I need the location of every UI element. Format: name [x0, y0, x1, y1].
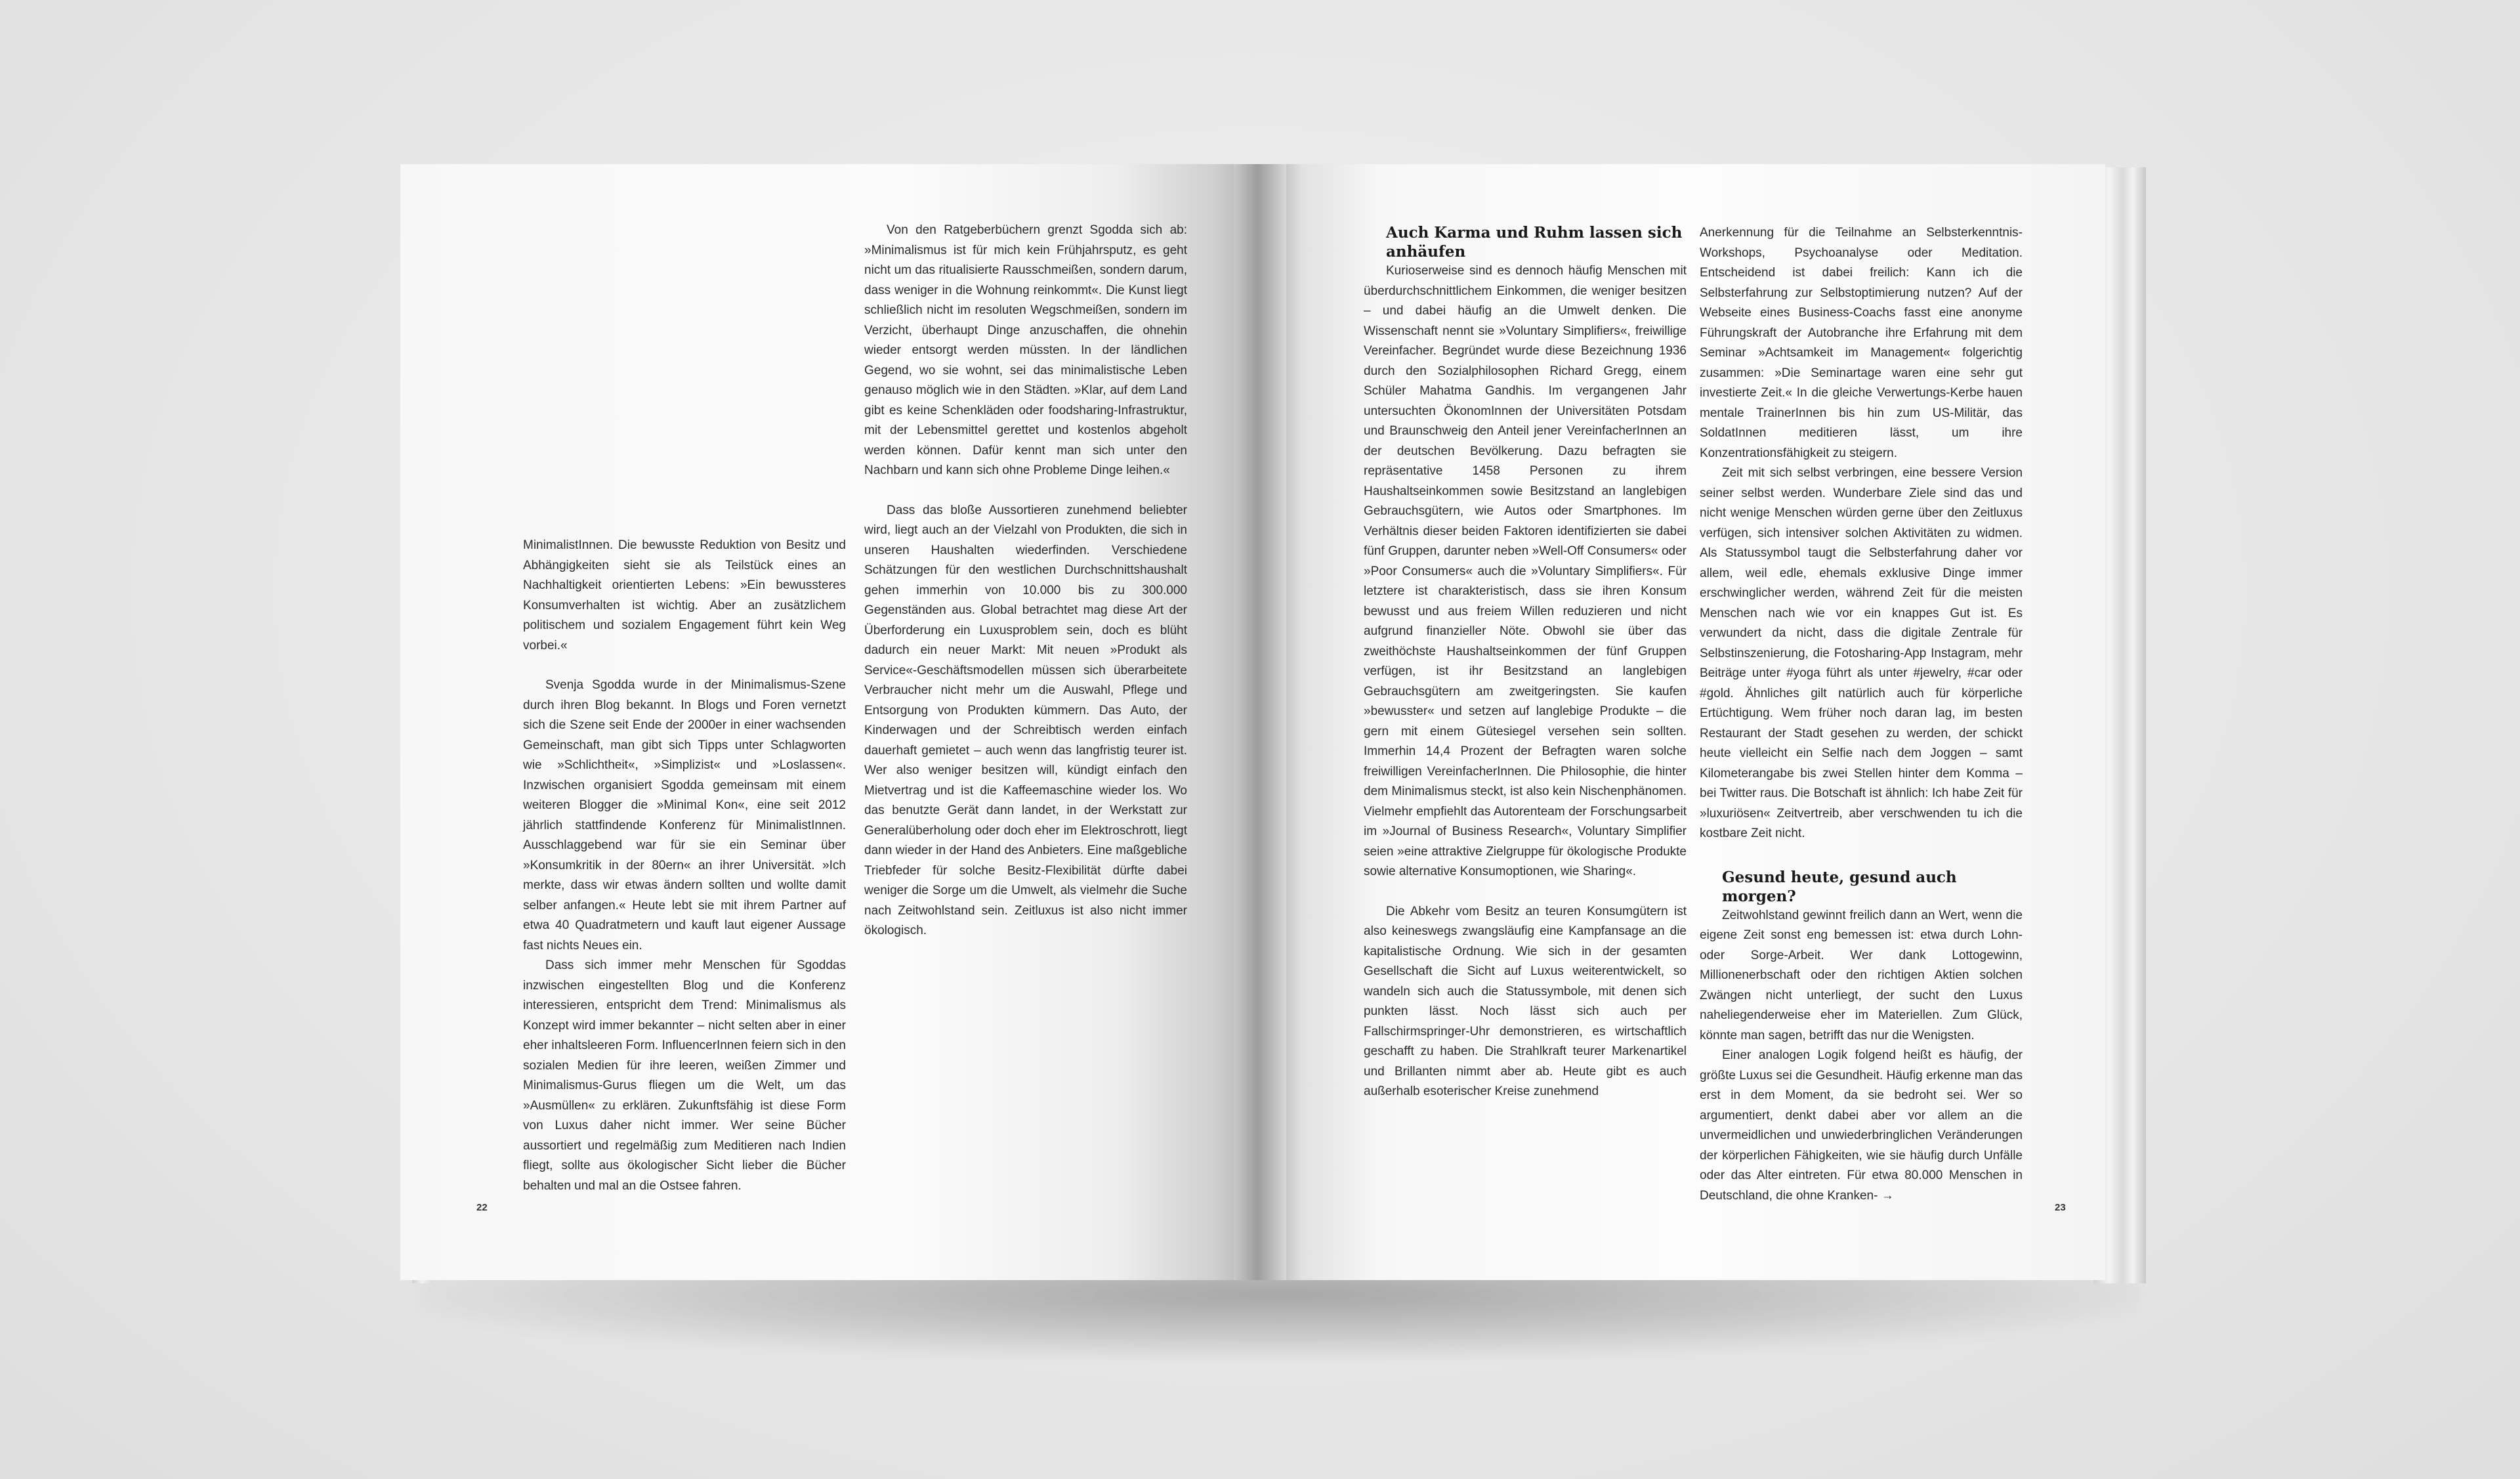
paragraph: MinimalistInnen. Die bewusste Reduktion von Besitz und Abhängigkeiten sieht sie als Teilstück eines an Nachhaltigkeit orientierten Lebens: »Ein bewussteres Konsumverhalten ist wichtig. Aber an zusätzlichem politischem und sozialem Engagement führt kein Weg vorbei.«: [523, 538, 846, 653]
paragraph: Dass sich immer mehr Menschen für Sgoddas inzwischen eingestellten Blog und die Konferenz interessieren, entspricht dem Trend: Minimalismus als Konzept wird immer bekannter – nicht selten aber in einer eher inhaltsleeren Form. InfluencerInnen feiern sich in den sozialen Medien für ihre leeren, weißen Zimmer und Minimalismus-Gurus fliegen um die Welt, um das »Ausmüllen« zu erklären. Zukunftsfähig ist diese Form von Luxus daher nicht immer. Wer seine Bücher aussortiert und regelmäßig zum Meditieren nach Indien fliegt, sollte aus ökologischer Sicht lieber die Bücher behalten und mal an die Ostsee fahren.: [523, 958, 846, 1193]
paragraph: Einer analogen Logik folgend heißt es häufig, der größte Luxus sei die Gesundheit. Häufig erkenne man das erst in dem Moment, da sie bedroht sei. Wer so argumentiert, denkt dabei aber vor allem an die unvermeidlichen und unwiederbringlichen Veränderungen der körperlichen Fähigkeiten, wie sie häufig durch Unfälle oder das Alter eintreten. Für etwa 80.000 Menschen in Deutschland, die ohne Kranken- →: [1700, 1048, 2023, 1203]
left-page-column-2: [864, 221, 1187, 941]
left-page-column-1: [523, 536, 846, 1196]
paragraph: Die Abkehr vom Besitz an teuren Konsumgütern ist also keineswegs zwangsläufig eine Kampfansage an die kapitalistische Ordnung. Wie sich in der gesamten Gesellschaft die Sicht auf Luxus weiterentwickelt, so wandeln sich auch die Statussymbole, mit denen sich punkten lässt. Noch lässt sich auch per Fallschirmspringer-Uhr demonstrieren, es wirtschaftlich geschafft zu haben. Die Strahlkraft teurer Markenartikel und Brillanten nimmt aber ab. Heute gibt es auch außerhalb esoterischer Kreise zunehmend: [1364, 904, 1687, 1098]
section-heading: Auch Karma und Ruhm lassen sich anhäufen: [1386, 224, 1683, 261]
book-gutter: [1234, 164, 1286, 1280]
section-heading: Gesund heute, gesund auch morgen?: [1722, 868, 1957, 905]
book-shadow: [420, 1267, 2139, 1359]
page-number-left: 22: [476, 1202, 488, 1213]
page-number-right: 23: [2055, 1202, 2066, 1213]
paragraph: Dass das bloße Aussortieren zunehmend beliebter wird, liegt auch an der Vielzahl von Produkten, die sich in unseren Haushalten wiederfinden. Verschiedene Schätzungen für den westlichen Durchschnittshaushalt gehen immerhin von 10.000 bis zu 300.000 Gegenständen aus. Global betrachtet mag diese Art der Überforderung ein Luxusproblem sein, doch es blüht dadurch ein neuer Markt: Mit neuen »Produkt als Service«-Geschäftsmodellen müssen sich überarbeitete Verbraucher nicht mehr um die Auswahl, Pflege und Entsorgung von Produkten kümmern. Das Auto, der Kinderwagen und der Schreibtisch werden einfach dauerhaft gemietet – auch wenn das langfristig teurer ist. Wer also weniger besitzen will, kündigt einfach den Mietvertrag und ist die Kaffeemaschine wieder los. Wo das benutzte Gerät dann landet, in der Werkstatt zur Generalüberholung oder doch eher im Elektroschrott, liegt dann wieder in der Hand des Anbieters. Eine maßgebliche Triebfeder für solche Besitz-Flexibilität dürfte dabei weniger die Sorge um die Umwelt, als vielmehr die Suche nach Zeitwohlstand sein. Zeitluxus ist also nicht immer ökologisch.: [864, 503, 1187, 937]
paragraph: Svenja Sgodda wurde in der Minimalismus-Szene durch ihren Blog bekannt. In Blogs und Foren vernetzt sich die Szene seit Ende der 2000er in einer wachsenden Gemeinschaft, man gibt sich Tipps unter Schlagworten wie »Schlichtheit«, »Simplizist« und »Loslassen«. Inzwischen organisiert Sgodda gemeinsam mit einem weiteren Blogger die »Minimal Kon«, eine seit 2012 jährlich stattfindende Konferenz für MinimalistInnen. Ausschlaggebend war für sie ein Seminar über »Konsumkritik in der 80ern« an ihrer Universität. »Ich merkte, dass wir etwas ändern sollten und wollte damit selber anfangen.« Heute lebt sie mit ihrem Partner auf etwa 40 Quadratmetern und kauft laut eigener Aussage fast nichts Neues ein.: [523, 678, 846, 953]
paragraph: Zeitwohlstand gewinnt freilich dann an Wert, wenn die eigene Zeit sonst eng bemessen ist: etwa durch Lohn- oder Sorge-Arbeit. Wer dank Lottogewinn, Millionenerbschaft oder den richtigen Aktien solchen Zwängen nicht unterliegt, der sucht den Luxus naheliegenderweise eher im Materiellen. Zum Glück, könnte man sagen, betrifft das nur die Wenigsten.: [1700, 908, 2023, 1042]
paragraph: Zeit mit sich selbst verbringen, eine bessere Version seiner selbst werden. Wunderbare Ziele sind das und nicht wenige Menschen würden gerne über den Zeitluxus verfügen, sich intensiver solchen Aktivitäten zu widmen. Als Statussymbol taugt die Selbsterfahrung daher vor allem, weil edle, ehemals exklusive Dinge immer erschwinglicher werden, während Zeit für die meisten Menschen nach wie vor ein knappes Gut ist. Es verwundert da nicht, dass die digitale Zentrale für Selbstinszenierung, die Fotosharing-App Instagram, mehr Beiträge unter #yoga führt als unter #jewelry, #car oder #gold. Ähnliches gilt natürlich auch für körperliche Ertüchtigung. Wem früher noch daran lag, im besten Restaurant der Stadt gesehen zu werden, der schickt heute vielleicht ein Selfie nach dem Joggen – samt Kilometerangabe bis zwei Stellen hinter dem Komma – bei Twitter raus. Die Botschaft ist ähnlich: Ich habe Zeit für »luxuriösen« Zeitvertreib, aber verschwenden tu ich die kostbare Zeit nicht.: [1700, 466, 2023, 840]
paragraph: Kurioserweise sind es dennoch häufig Menschen mit überdurchschnittlichem Einkommen, die weniger besitzen – und dabei häufig an die Umwelt denken. Die Wissenschaft nennt sie »Voluntary Simplifiers«, freiwillige Vereinfacher. Begründet wurde diese Bezeichnung 1936 durch den Sozialphilosophen Richard Gregg, einem Schüler Mahatma Gandhis. Im vergangenen Jahr untersuchten ÖkonomInnen der Universitäten Potsdam und Braunschweig den Anteil jener VereinfacherInnen an der deutschen Bevölkerung. Dazu befragten sie repräsentative 1458 Personen zu ihrem Haushaltseinkommen sowie Besitzstand an langlebigen Gebrauchsgütern, wie Autos oder Smartphones. Im Verhältnis dieser beiden Faktoren identifizierten sie dabei fünf Gruppen, darunter neben »Well-Off Consumers« oder »Poor Consumers« auch die »Voluntary Simplifiers«. Für letztere ist charakteristisch, dass sie ihren Konsum bewusst und aus freiem Willen reduzieren und nicht aufgrund finanzieller Nöte. Obwohl sie über das zweithöchste Haushaltseinkommen der fünf Gruppen verfügen, ist ihr Besitzstand an langlebigen Gebrauchsgütern am zweitgeringsten. Sie kaufen »bewusster« und setzen auf langlebige Produkte – die gern mit einem Gütesiegel versehen sein sollten. Immerhin 14,4 Prozent der Befragten waren solche freiwilligen VereinfacherInnen. Die Philosophie, die hinter dem Minimalismus steckt, ist also kein Nischenphänomen. Vielmehr empfiehlt das Autorenteam der Forschungsarbeit im »Journal of Business Research«, Voluntary Simplifier seien »eine attraktive Zielgruppe für ökologische Produkte sowie alternative Konsumoptionen, wie Sharing«.: [1364, 264, 1687, 878]
paragraph: Von den Ratgeberbüchern grenzt Sgodda sich ab: »Minimalismus ist für mich kein Frühjahrsputz, es geht nicht um das ritualisierte Rausschmeißen, sondern darum, dass weniger in die Wohnung reinkommt«. Die Kunst liegt schließlich nicht im resoluten Wegschmeißen, sondern im Verzicht, überhaupt Dinge anzuschaffen, die ohnehin wieder entsorgt werden müssten. In der ländlichen Gegend, wo sie wohnt, sei das minimalistische Leben genauso möglich wie in den Städten. »Klar, auf dem Land gibt es keine Schenkläden oder foodsharing-Infrastruktur, mit der Lebensmittel gerettet und kostenlos abgeholt werden können. Dafür kennt man sich unter den Nachbarn und kann sich ohne Probleme Dinge leihen.«: [864, 223, 1187, 477]
right-page-column-2: [1700, 223, 2023, 1206]
right-page-column-1: [1364, 223, 1687, 1102]
paragraph: Anerkennung für die Teilnahme an Selbsterkenntnis-Workshops, Psychoanalyse oder Meditation. Entscheidend ist dabei freilich: Kann ich die Selbsterfahrung zur Selbstoptimierung nutzen? Auf der Webseite eines Business-Coachs fasst eine anonyme Führungskraft der Autobranche ihre Erfahrung mit dem Seminar »Achtsamkeit im Management« folgerichtig zusammen: »Die Seminartage waren eine sehr gut investierte Zeit.« In die gleiche Verwertungs-Kerbe hauen mentale TrainerInnen bis hin zum US-Militär, das SoldatInnen meditieren lässt, um ihre Konzentrationsfähigkeit zu steigern.: [1700, 226, 2023, 460]
